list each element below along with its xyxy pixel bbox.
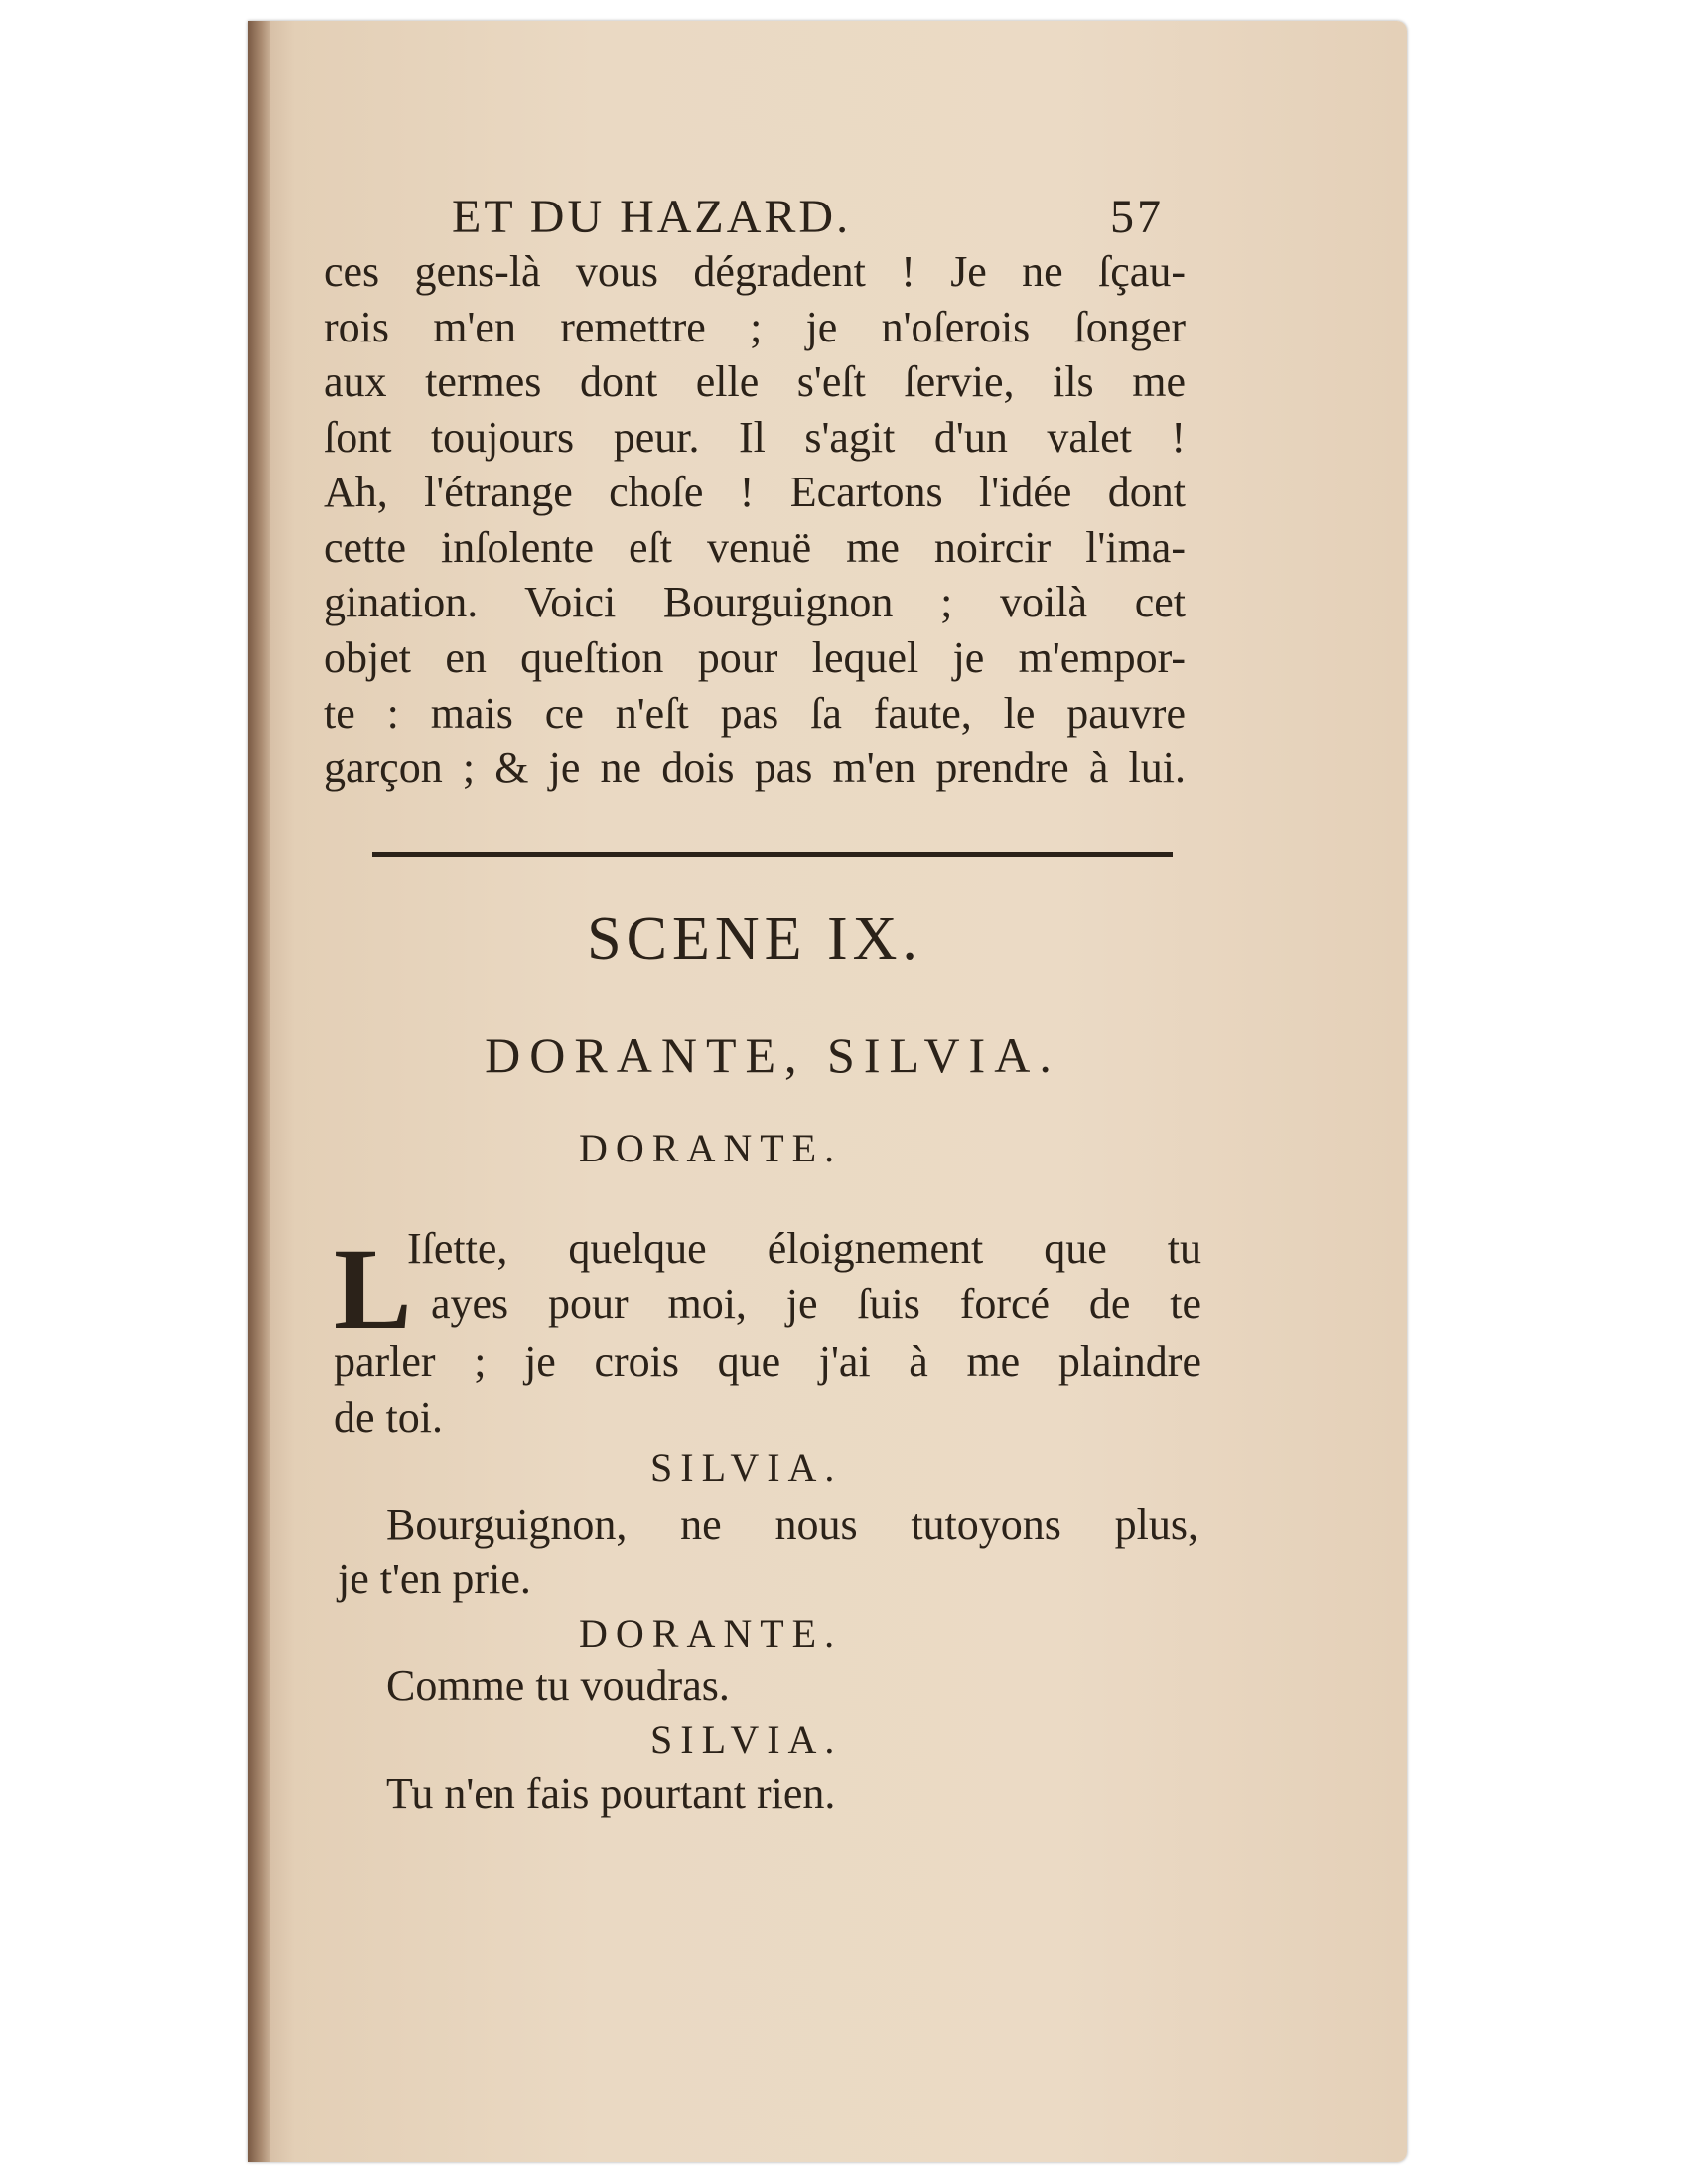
page-binding-edge bbox=[248, 21, 270, 2162]
text-line: ces gens-là vous dégradent ! Je ne ſçau- bbox=[324, 247, 1186, 296]
text-line: cette inſolente eſt venuë me noircir l'ima- bbox=[324, 523, 1186, 572]
text-line: aux termes dont elle s'eſt ſervie, ils me bbox=[324, 357, 1186, 406]
text-line: te : mais ce n'eſt pas ſa faute, le pauvre bbox=[324, 689, 1186, 738]
text-line: Tu n'en fais pourtant rien. bbox=[386, 1769, 836, 1818]
scene-characters: DORANTE, SILVIA. bbox=[485, 1027, 1060, 1083]
text-line: ayes pour moi, je ſuis forcé de te bbox=[431, 1280, 1201, 1328]
text-line: parler ; je crois que j'ai à me plaindre bbox=[334, 1337, 1201, 1386]
text-line: de toi. bbox=[334, 1393, 443, 1441]
speaker-name: SILVIA. bbox=[650, 1717, 843, 1762]
text-line: Comme tu voudras. bbox=[386, 1661, 730, 1709]
text-line: je t'en prie. bbox=[338, 1555, 531, 1603]
section-rule bbox=[372, 852, 1173, 857]
text-line: Bourguignon, ne nous tutoyons plus, bbox=[386, 1500, 1198, 1549]
text-line: objet en queſtion pour lequel je m'empor- bbox=[324, 633, 1186, 682]
drop-cap: L bbox=[334, 1224, 412, 1354]
page-number: 57 bbox=[1110, 191, 1164, 243]
running-title: ET DU HAZARD. bbox=[452, 191, 852, 243]
speaker-name: DORANTE. bbox=[579, 1611, 843, 1656]
speaker-name: SILVIA. bbox=[650, 1445, 843, 1490]
text-line: Ah, l'étrange choſe ! Ecartons l'idée dont bbox=[324, 468, 1186, 516]
text-line: rois m'en remettre ; je n'oſerois ſonger bbox=[324, 303, 1186, 351]
scene-title: SCENE IX. bbox=[587, 905, 922, 973]
text-line: ſont toujours peur. Il s'agit d'un valet ! bbox=[324, 413, 1186, 462]
text-line: garçon ; & je ne dois pas m'en prendre à lui. bbox=[324, 744, 1186, 792]
text-line: Iſette, quelque éloignement que tu bbox=[407, 1224, 1201, 1273]
text-line: gination. Voici Bourguignon ; voilà cet bbox=[324, 578, 1186, 626]
speaker-name: DORANTE. bbox=[579, 1126, 843, 1170]
